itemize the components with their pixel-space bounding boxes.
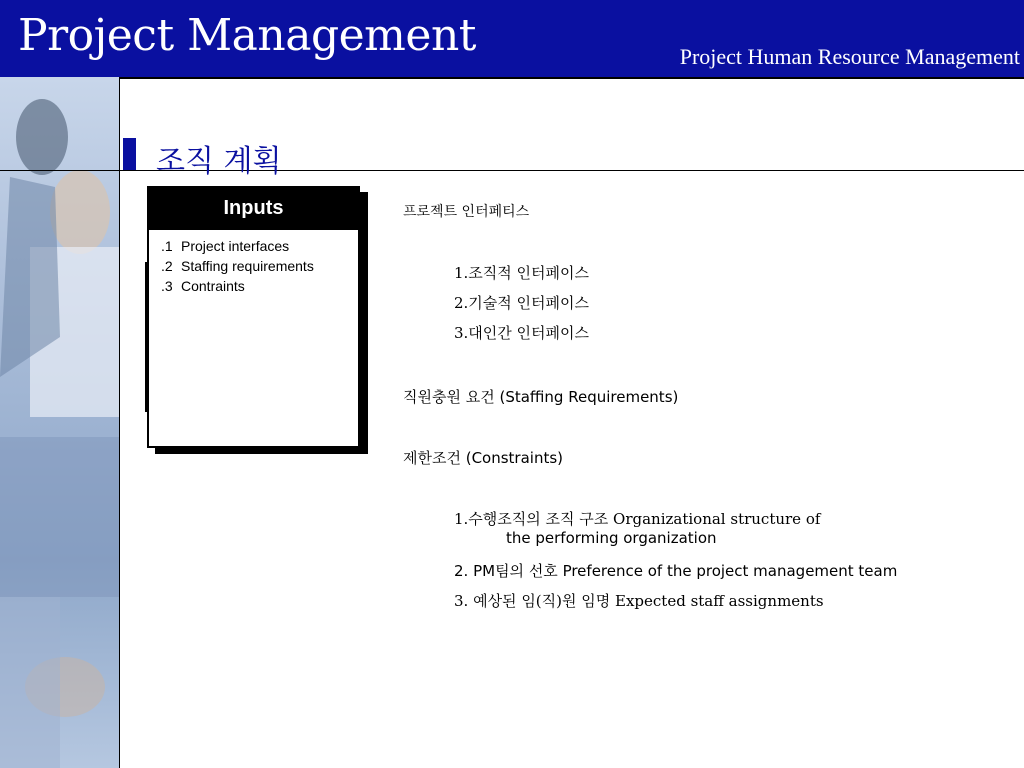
list-item: .2 Staffing requirements [161,258,314,274]
list-item: .1 Project interfaces [161,238,290,254]
header-bar [0,0,1024,79]
people-photo-image [0,77,119,768]
interfaces-heading: 프로젝트 인터페티스 [403,204,530,220]
inputs-list [161,236,358,296]
constraint-item-continuation: the performing organization [506,529,717,547]
constraints-heading: 제한조건 (Constraints) [403,449,564,467]
section-marker [123,138,136,170]
section-title: 조직 계획 [156,144,282,179]
interface-item: 1.조직적 인터페이스 [454,264,590,282]
inputs-box [147,186,360,448]
decorative-photo [0,77,120,768]
page-subtitle: Project Human Resource Management [679,44,1020,69]
constraint-item: 2. PM팀의 선호 Preference of the project management team [454,562,898,580]
inputs-heading: Inputs [149,188,358,230]
list-item: .3 Contraints [161,278,245,294]
interface-item: 3.대인간 인터페이스 [454,324,590,342]
interface-item: 2.기술적 인터페이스 [454,294,590,312]
staffing-heading: 직원충원 요건 (Staffing Requirements) [403,388,679,406]
inputs-box-right-tab [362,262,366,412]
page-title: Project Management [18,10,476,61]
constraint-item: 1.수행조직의 조직 구조 Organizational structure of [454,510,821,528]
constraint-item: 3. 예상된 임(직)원 임명 Expected staff assignments [454,592,824,610]
divider-line [0,170,1024,171]
